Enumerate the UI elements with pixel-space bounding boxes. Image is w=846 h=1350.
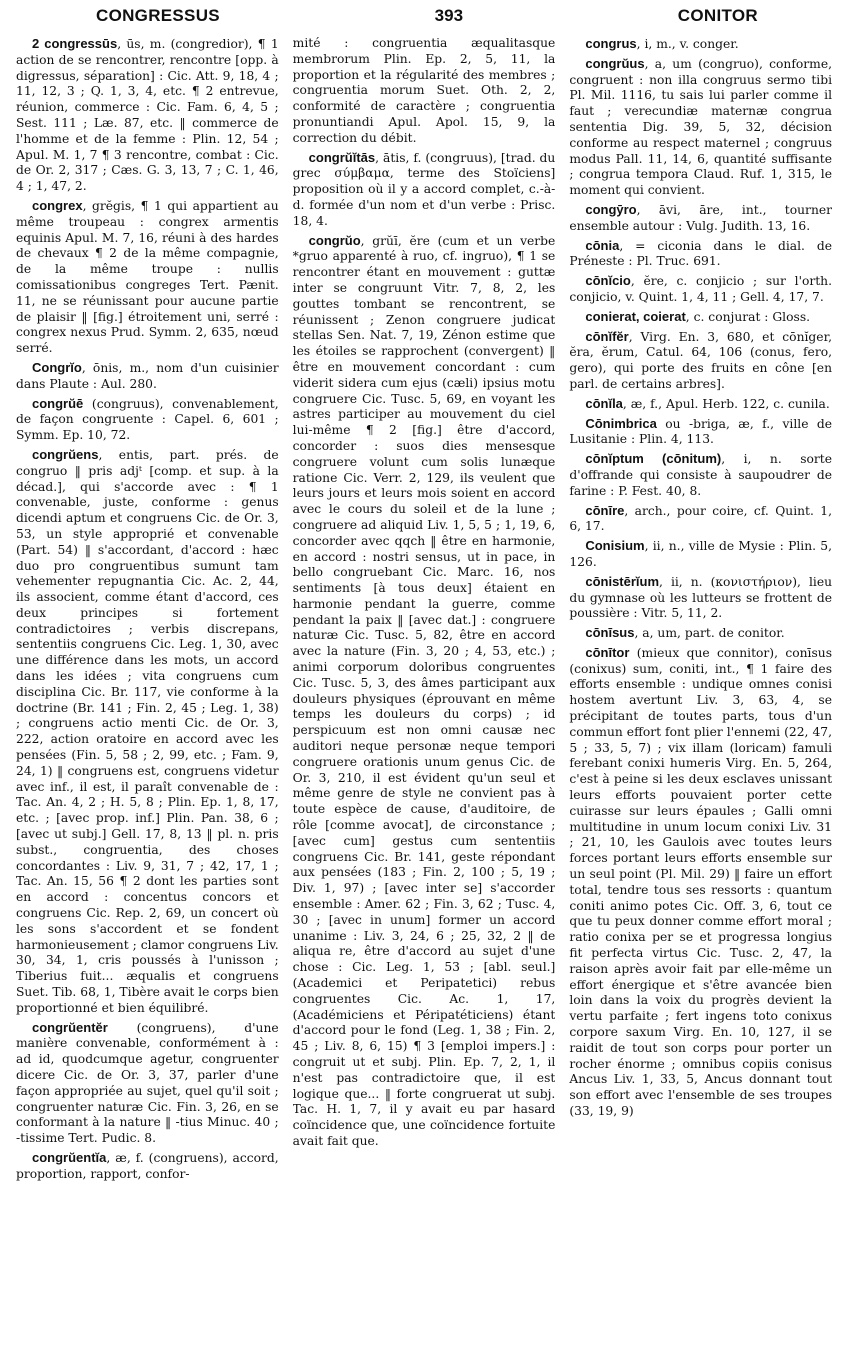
dictionary-entry	[16, 1150, 279, 1183]
entry-definition: , arch., pour coire, cf. Quint. 1, 6, 17.	[569, 503, 833, 534]
dictionary-entry	[569, 273, 832, 306]
page-number: 393	[434, 6, 464, 25]
entry-definition: , i, m., v. conger.	[636, 37, 739, 51]
entry-definition: (congruens), d'une manière convenable, conformément à : ad id, quodcumque agetur, congruenter dicere Cic. de Or. 3, 37, parler d'une façon appropriée au sujet, quel qu'il soit ; congruenter naturæ Cic. Fin. 3, 26, en se conformant à la nature ‖ -tius Minuc. 40 ; -tissime Tert. Pudic. 8.	[16, 1020, 279, 1146]
entry-definition: , entis, part. prés. de congruo ‖ pris adjᵗ [comp. et sup. à la décad.], qui s'accorde avec : ¶ 1 convenable, juste, conforme : genus dicendi aptum et congruens Cic. de Or. 3, 53, un style approprié et convenable (Part. 54) ‖ s'accordant, d'accord : hæc duo pro congruentibus sumunt tam vehementer repugnantia Cic. Ac. 2, 44, ils associent, comme étant d'accord, ces deux principes si fortement contradictoires ; verbis discrepans, sententiis congruens Cic. Leg. 1, 30, avec une différence dans les mots, un accord dans les idées ; vita congruens cum disciplina Cic. Br. 117, vie conforme à la doctrine (Br. 141 ; Fin. 2, 45 ; Leg. 1, 38) ; congruens actio menti Cic. de Or. 3, 222, action oratoire en accord avec les pensées (Fin. 5, 58 ; 2, 99, etc. ; Fam. 9, 24, 1) ‖ congruens est, congruens videtur avec inf., il est, il paraît convenable de : Tac. An. 4, 2 ; H. 5, 8 ; Plin. Ep. 1, 8, 17, etc. ; [avec prop. inf.] Plin. Pan. 38, 6 ; [avec ut subj.] Gell. 17, 8, 13 ‖ pl. n. pris subst., congruentia, des choses concordantes : Liv. 9, 31, 7 ; 42, 17, 1 ; Tac. An. 15, 56 ¶ 2 dont les parties sont en accord : concentus concors et congruens Cic. Rep. 2, 69, un concert où les sons s'accordent et se fondent harmonieusement ; clamor congruens Liv. 30, 34, 1, cris poussés à l'unisson ; Tiberius fuit... æqualis et congruens Suet. Tib. 68, 1, Tibère avait le corps bien proportionné et bien équilibré.	[16, 447, 279, 1015]
entry-headword: cōnītor	[585, 644, 630, 660]
dictionary-entry	[569, 329, 832, 393]
entry-definition: , a, um, part. de conitor.	[634, 626, 785, 641]
left-guide-word: CONGRESSUS	[96, 6, 220, 25]
dictionary-entry	[569, 309, 832, 326]
entry-definition: (mieux que connitor), conīsus (conixus) sum, coniti, int., ¶ 1 faire des efforts ensemble : undique omnes conisi hostem avertunt Liv. 3, 63, 4, se précipitant de toutes parts, tous d'un commun effort font plier l'ennemi (22, 47, 5 ; 33, 5, 7) ; vix illam (loricam) famuli ferebant conixi humeris Virg. En. 5, 264, c'est à peine si les deux esclaves unissant leurs efforts pouvaient porter cette cuirasse sur leurs épaules ; Galli omni multitudine in unum locum conixi Liv. 31 ; 21, 10, les Gaulois avec toutes leurs forces portant leurs efforts ensemble sur un seul point (Pl. Mil. 29) ‖ faire un effort total, tendre tous ses ressorts : quantum coniti animo potes Cic. Off. 3, 6, tout ce que tu peux donner comme effort moral ; ratio conixa per se et progressa longius fit perfecta virtus Cic. Tusc. 2, 47, la raison après avoir fait par elle-même un effort énergique et s'être avancée bien loin dans la voix du progrès devient la vertu parfaite ; fert ingens toto conixus corpore saxum Virg. En. 10, 127, il se raidit de tout son corps pour porter un rocher énorme ; omnibus copiis conisus Ancus Liv. 1, 33, 5, Ancus donnant tout son effort avec l'ensemble de ses troupes (33, 19, 9)	[569, 645, 833, 1118]
entry-headword: Cōnimbrica	[585, 415, 657, 431]
dictionary-entry	[293, 36, 556, 147]
entry-definition: , āvi, āre, int., tourner ensemble autour : Vulg. Judith. 13, 16.	[569, 202, 833, 233]
dictionary-entry	[16, 36, 279, 195]
page-header	[16, 6, 832, 36]
columns	[16, 36, 832, 1336]
entry-headword: congrŭus	[585, 55, 645, 71]
entry-definition: mité : congruentia æqualitasque membrorum Plin. Ep. 2, 5, 11, la proportion et la régularité des membres ; congruentia morum Suet. Oth. 2, 2, conformité de caractère ; congruentia pronuntiandi Apul. Apol. 15, 9, la correction du débit.	[292, 36, 556, 145]
entry-headword: congrŭentĕr	[32, 1019, 108, 1035]
entry-headword: congrŭē	[32, 395, 84, 411]
entry-headword: cōnīsus	[585, 625, 635, 641]
dictionary-entry	[569, 56, 832, 199]
entry-headword: congrŭentĭa	[32, 1149, 107, 1165]
dictionary-entry	[16, 198, 279, 357]
entry-headword: Congrĭo	[32, 359, 82, 375]
entry-headword: congrex	[32, 197, 83, 213]
dictionary-entry	[569, 574, 832, 622]
entry-headword: cōnia	[585, 237, 620, 253]
column-left	[16, 36, 279, 1336]
entry-headword: cōnĭcio	[585, 273, 631, 289]
column-right	[569, 36, 832, 1336]
right-guide-word: CONITOR	[677, 6, 758, 25]
entry-headword: cōnīre	[585, 502, 625, 518]
dictionary-entry	[569, 396, 832, 413]
dictionary-entry	[16, 360, 279, 393]
entry-headword: cōnĭfĕr	[585, 328, 629, 344]
entry-definition: , = ciconia dans le dial. de Préneste : Pl. Truc. 691.	[569, 238, 833, 269]
entry-headword: cōnĭptum (cōnitum)	[585, 451, 722, 467]
entry-headword: cōnistērĭum	[585, 573, 660, 589]
dictionary-entry	[569, 538, 832, 571]
dictionary-entry	[16, 1020, 279, 1147]
dictionary-entry	[569, 451, 832, 499]
dictionary-entry	[16, 447, 279, 1017]
entry-definition: , grĕgis, ¶ 1 qui appartient au même troupeau : congrex armentis equinis Apul. M. 7, 16, réuni à des hardes de chevaux ¶ 2 de la même compagnie, de la même troupe : nullis comissationibus congreges Tert. Pænit. 11, ne se réunissant pour aucune partie de plaisir ‖ [fig.] étroitement uni, serré : congrex nexus Prud. Symm. 2, 635, nœud serré.	[16, 198, 279, 356]
dictionary-entry	[569, 503, 832, 536]
dictionary-entry	[569, 645, 832, 1120]
entry-definition: , æ, f., Apul. Herb. 122, c. cunila.	[622, 396, 830, 411]
dictionary-entry	[569, 416, 832, 449]
entry-definition: , ĕre, c. conjicio ; sur l'orth. conjicio, v. Quint. 1, 4, 11 ; Gell. 4, 17, 7.	[569, 274, 833, 304]
dictionary-entry	[569, 238, 832, 271]
entry-definition: ou -briga, æ, f., ville de Lusitanie : Plin. 4, 113.	[569, 416, 833, 447]
entry-headword: congrŭens	[32, 446, 99, 462]
entry-headword: Conisium	[585, 538, 645, 554]
entry-definition: , i, n. sorte d'offrande qui consiste à saupoudrer de farine : P. Fest. 40, 8.	[569, 452, 833, 498]
entry-definition: , ātis, f. (congruus), [trad. du grec σύμβαμα, terme des Stoïciens] proposition où il y a accord complet, c.-à-d. formée d'un nom et d'un verbe : Prisc. 18, 4.	[292, 150, 556, 228]
dictionary-entry	[569, 625, 832, 642]
entry-definition: , ōnis, m., nom d'un cuisinier dans Plaute : Aul. 280.	[16, 360, 279, 391]
entry-headword: 2 congressūs	[32, 36, 118, 51]
entry-definition: , a, um (congruo), conforme, congruent : non illa congruus sermo tibi Pl. Mil. 1116, tu sais lui parler comme il faut ; verecundiæ maternæ congrua sententia Dig. 39, 5, 32, décision conforme au respect maternel ; congruus modus Pall. 11, 14, 6, quantité suffisante ; congrua tempora Claud. Ruf. 1, 315, le moment qui convient.	[569, 56, 833, 198]
entry-definition: , æ, f. (congruens), accord, proportion, rapport, confor-	[16, 1150, 279, 1181]
dictionary-entry	[569, 36, 832, 53]
column-middle	[293, 36, 556, 1336]
entry-headword: congrŭĭtās	[308, 149, 376, 165]
entry-headword: congrŭo	[308, 232, 361, 248]
entry-definition: , ūs, m. (congredior), ¶ 1 action de se rencontrer, rencontre [opp. à digressus, séparation] : Cic. Att. 9, 18, 4 ; 11, 12, 3 ; Q. 1, 3, 4, etc. ¶ 2 entrevue, réunion, commerce : Cic. Fam. 6, 4, 5 ; Sest. 111 ; Læ. 87, etc. ‖ commerce de l'homme et de la femme : Plin. 12, 54 ; Apul. M. 1, 7 ¶ 3 rencontre, combat : Cic. de Or. 2, 317 ; Cæs. G. 3, 13, 7 ; C. 1, 46, 4 ; 1, 47, 2.	[16, 37, 279, 194]
entry-definition: , ii, n. (κονιστήριον), lieu du gymnase où les lutteurs se frottent de poussière : Vitr. 5, 11, 2.	[569, 574, 833, 621]
entry-definition: , ii, n., ville de Mysie : Plin. 5, 126.	[569, 539, 833, 569]
entry-definition: , c. conjurat : Gloss.	[685, 309, 811, 324]
dictionary-entry	[293, 150, 556, 230]
entry-headword: conierat, coierat	[585, 308, 686, 324]
entry-definition: , Virg. En. 3, 680, et cōnĭger, ĕra, ĕrum, Catul. 64, 106 (conus, fero, gero), qui porte des fruits en cône [en parl. de certains arbres].	[569, 329, 833, 391]
entry-headword: congrus	[585, 36, 637, 51]
dictionary-entry	[16, 396, 279, 444]
dictionary-entry	[569, 202, 832, 235]
entry-definition: , grŭī, ĕre (cum et un verbe *gruo apparenté à ruo, cf. ingruo), ¶ 1 se rencontrer étant en mouvement : guttæ inter se congruunt Vitr. 7, 8, 2, les gouttes tombant se rencontrent, se réunissent ; Zenon congruere judicat stellas Sen. Nat. 7, 19, Zénon estime que les étoiles se rapprochent (convergent) ‖ être en mouvement concordant : cum viderit sidera cum ejus (cæli) ipsius motu congruere Cic. Tusc. 5, 69, en voyant les astres participer au mouvement du ciel lui-même ¶ 2 [fig.] être d'accord, concorder : suos dies mensesque congruere volunt cum solis lunæque ratione Cic. Verr. 2, 129, ils veulent que leurs jours et leurs mois soient en accord avec le cours du soleil et de la lune ; congruere ad aliquid Liv. 1, 5, 5 ; 1, 19, 6, concorder avec qqch ‖ être en harmonie, en accord : nostri sensus, ut in pace, in bello congruebant Cic. Marc. 16, nos sentiments [à tous deux] étaient en harmonie pendant la guerre, comme pendant la paix ‖ [avec dat.] : congruere naturæ Cic. Tusc. 5, 82, être en accord avec la nature (Fin. 3, 20 ; 4, 53, etc.) ; animi corporum doloribus congruentes Cic. Tusc. 5, 3, des âmes participant aux douleurs physiques (éprouvant en même temps les douleurs du corps) ; id perspicuum est non omni causæ nec auditori neque personæ neque tempori congruere orationis unum genus Cic. de Or. 3, 210, il est évident qu'un seul et même genre de style ne convient pas à toute espèce de cause, d'auditoire, de rôle [comme avocat], de circonstance ; [avec cum] gestus cum sententiis congruens Cic. Br. 141, geste répondant aux pensées (183 ; Fin. 2, 100 ; 5, 19 ; Div. 1, 97) ; [avec inter se] s'accorder ensemble : Amer. 62 ; Fin. 3, 62 ; Tusc. 4, 30 ; [avec in unum] former un accord unanime : Liv. 3, 24, 6 ; 25, 32, 2 ‖ de aliqua re, être d'accord au sujet d'une chose : Cic. Leg. 1, 53 ; [abl. seul.] (Academici et Peripatetici) rebus congruentes Cic. Ac. 1, 17, (Académiciens et Péripatéticiens) étant d'accord pour le fond (Leg. 1, 38 ; Fin. 2, 45 ; Liv. 8, 6, 15) ¶ 3 [emploi impers.] : congruit ut et subj. Plin. Ep. 7, 2, 1, il n'est pas contradictoire que, il est logique que... ‖ forte congruerat ut subj. Tac. H. 1, 7, il y avait eu par hasard coïncidence que, une coïncidence fortuite avait fait que.	[292, 233, 556, 1148]
entry-headword: cōnĭla	[585, 395, 623, 411]
dictionary-entry	[293, 233, 556, 1150]
entry-definition: (congruus), convenablement, de façon congruente : Capel. 6, 601 ; Symm. Ep. 10, 72.	[16, 396, 279, 443]
entry-headword: congȳro	[585, 201, 637, 217]
